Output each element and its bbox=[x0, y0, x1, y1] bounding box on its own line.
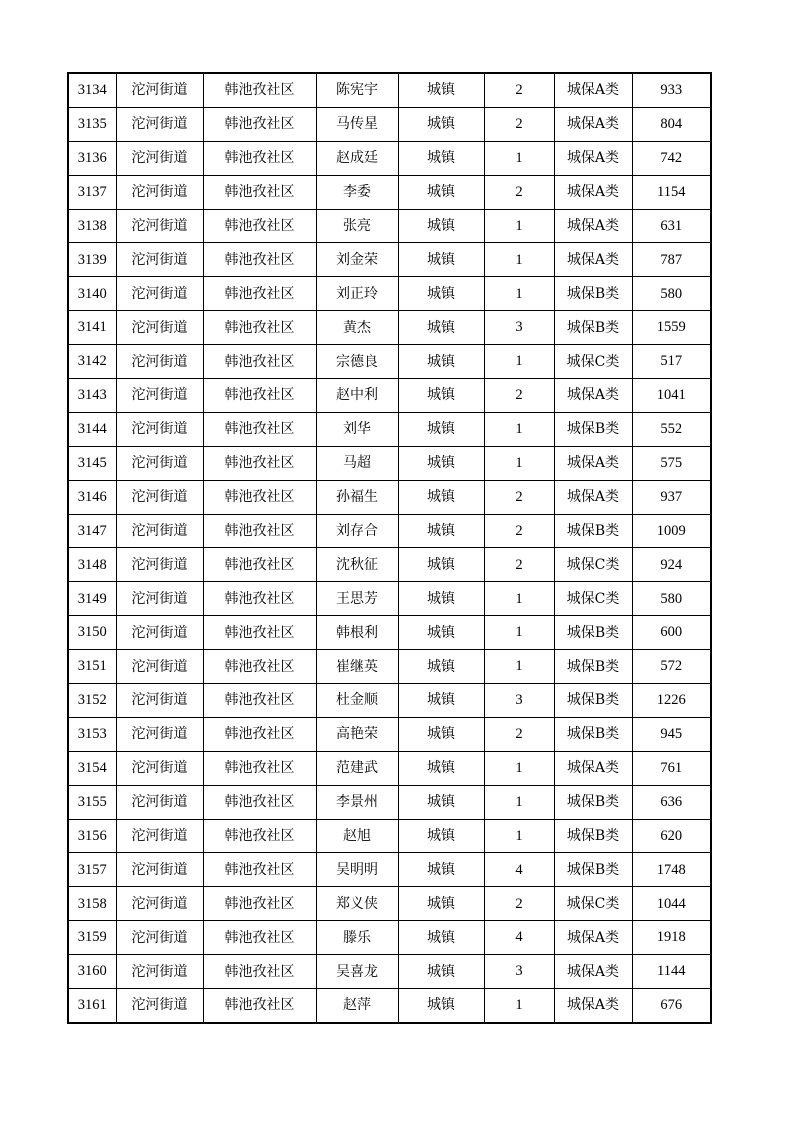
cell-area: 城镇 bbox=[398, 311, 484, 345]
cell-category: 城保A类 bbox=[554, 989, 632, 1023]
cell-name: 马传星 bbox=[316, 107, 398, 141]
cell-street: 沱河街道 bbox=[116, 650, 203, 684]
cell-name: 王思芳 bbox=[316, 582, 398, 616]
table-row bbox=[68, 311, 711, 345]
cell-amount: 580 bbox=[632, 582, 711, 616]
cell-community: 韩池孜社区 bbox=[203, 73, 316, 107]
cell-area: 城镇 bbox=[398, 514, 484, 548]
cell-id: 3146 bbox=[68, 480, 116, 514]
table-row bbox=[68, 446, 711, 480]
cell-amount: 1044 bbox=[632, 887, 711, 921]
cell-amount: 1748 bbox=[632, 853, 711, 887]
cell-name: 张亮 bbox=[316, 209, 398, 243]
cell-members: 4 bbox=[484, 921, 554, 955]
table-row bbox=[68, 989, 711, 1023]
cell-members: 2 bbox=[484, 548, 554, 582]
cell-amount: 572 bbox=[632, 650, 711, 684]
cell-name: 李景州 bbox=[316, 785, 398, 819]
cell-id: 3149 bbox=[68, 582, 116, 616]
cell-name: 马超 bbox=[316, 446, 398, 480]
cell-members: 1 bbox=[484, 650, 554, 684]
cell-name: 黄杰 bbox=[316, 311, 398, 345]
cell-community: 韩池孜社区 bbox=[203, 717, 316, 751]
cell-members: 3 bbox=[484, 955, 554, 989]
cell-id: 3139 bbox=[68, 243, 116, 277]
cell-id: 3141 bbox=[68, 311, 116, 345]
table-row bbox=[68, 548, 711, 582]
cell-name: 吴明明 bbox=[316, 853, 398, 887]
table-row bbox=[68, 141, 711, 175]
cell-category: 城保A类 bbox=[554, 480, 632, 514]
cell-area: 城镇 bbox=[398, 107, 484, 141]
cell-area: 城镇 bbox=[398, 243, 484, 277]
cell-area: 城镇 bbox=[398, 853, 484, 887]
cell-street: 沱河街道 bbox=[116, 785, 203, 819]
table-row bbox=[68, 853, 711, 887]
cell-name: 沈秋征 bbox=[316, 548, 398, 582]
cell-area: 城镇 bbox=[398, 717, 484, 751]
cell-members: 3 bbox=[484, 684, 554, 718]
cell-amount: 787 bbox=[632, 243, 711, 277]
cell-members: 2 bbox=[484, 107, 554, 141]
cell-members: 1 bbox=[484, 989, 554, 1023]
cell-name: 高艳荣 bbox=[316, 717, 398, 751]
cell-street: 沱河街道 bbox=[116, 277, 203, 311]
cell-street: 沱河街道 bbox=[116, 717, 203, 751]
cell-category: 城保B类 bbox=[554, 412, 632, 446]
cell-area: 城镇 bbox=[398, 921, 484, 955]
cell-id: 3148 bbox=[68, 548, 116, 582]
cell-members: 1 bbox=[484, 277, 554, 311]
cell-community: 韩池孜社区 bbox=[203, 141, 316, 175]
cell-amount: 924 bbox=[632, 548, 711, 582]
cell-area: 城镇 bbox=[398, 141, 484, 175]
cell-community: 韩池孜社区 bbox=[203, 887, 316, 921]
recipient-table bbox=[67, 72, 712, 1024]
cell-category: 城保A类 bbox=[554, 175, 632, 209]
cell-community: 韩池孜社区 bbox=[203, 345, 316, 379]
cell-id: 3151 bbox=[68, 650, 116, 684]
cell-category: 城保C类 bbox=[554, 345, 632, 379]
cell-amount: 1559 bbox=[632, 311, 711, 345]
cell-category: 城保B类 bbox=[554, 514, 632, 548]
cell-street: 沱河街道 bbox=[116, 243, 203, 277]
cell-community: 韩池孜社区 bbox=[203, 616, 316, 650]
cell-members: 1 bbox=[484, 345, 554, 379]
cell-community: 韩池孜社区 bbox=[203, 955, 316, 989]
cell-id: 3140 bbox=[68, 277, 116, 311]
table-row bbox=[68, 514, 711, 548]
cell-amount: 636 bbox=[632, 785, 711, 819]
cell-members: 1 bbox=[484, 819, 554, 853]
cell-category: 城保B类 bbox=[554, 717, 632, 751]
cell-category: 城保A类 bbox=[554, 209, 632, 243]
cell-amount: 620 bbox=[632, 819, 711, 853]
cell-community: 韩池孜社区 bbox=[203, 785, 316, 819]
cell-name: 吴喜龙 bbox=[316, 955, 398, 989]
cell-name: 赵成廷 bbox=[316, 141, 398, 175]
cell-street: 沱河街道 bbox=[116, 582, 203, 616]
cell-amount: 933 bbox=[632, 73, 711, 107]
cell-amount: 1226 bbox=[632, 684, 711, 718]
table-row bbox=[68, 277, 711, 311]
cell-area: 城镇 bbox=[398, 785, 484, 819]
cell-category: 城保B类 bbox=[554, 785, 632, 819]
cell-community: 韩池孜社区 bbox=[203, 514, 316, 548]
cell-street: 沱河街道 bbox=[116, 480, 203, 514]
cell-amount: 600 bbox=[632, 616, 711, 650]
cell-id: 3161 bbox=[68, 989, 116, 1023]
table-row bbox=[68, 480, 711, 514]
cell-category: 城保A类 bbox=[554, 955, 632, 989]
cell-area: 城镇 bbox=[398, 345, 484, 379]
cell-category: 城保A类 bbox=[554, 751, 632, 785]
cell-id: 3136 bbox=[68, 141, 116, 175]
cell-members: 2 bbox=[484, 379, 554, 413]
cell-community: 韩池孜社区 bbox=[203, 819, 316, 853]
cell-community: 韩池孜社区 bbox=[203, 650, 316, 684]
cell-members: 1 bbox=[484, 446, 554, 480]
cell-name: 刘存合 bbox=[316, 514, 398, 548]
cell-category: 城保B类 bbox=[554, 616, 632, 650]
cell-id: 3159 bbox=[68, 921, 116, 955]
cell-community: 韩池孜社区 bbox=[203, 412, 316, 446]
cell-street: 沱河街道 bbox=[116, 175, 203, 209]
cell-members: 4 bbox=[484, 853, 554, 887]
cell-community: 韩池孜社区 bbox=[203, 989, 316, 1023]
cell-members: 1 bbox=[484, 412, 554, 446]
cell-members: 1 bbox=[484, 785, 554, 819]
cell-street: 沱河街道 bbox=[116, 989, 203, 1023]
table-row bbox=[68, 243, 711, 277]
cell-category: 城保A类 bbox=[554, 73, 632, 107]
cell-street: 沱河街道 bbox=[116, 751, 203, 785]
cell-area: 城镇 bbox=[398, 277, 484, 311]
table-row bbox=[68, 412, 711, 446]
cell-community: 韩池孜社区 bbox=[203, 277, 316, 311]
cell-name: 滕乐 bbox=[316, 921, 398, 955]
cell-category: 城保A类 bbox=[554, 379, 632, 413]
cell-members: 1 bbox=[484, 141, 554, 175]
cell-id: 3134 bbox=[68, 73, 116, 107]
cell-id: 3147 bbox=[68, 514, 116, 548]
cell-community: 韩池孜社区 bbox=[203, 209, 316, 243]
cell-community: 韩池孜社区 bbox=[203, 548, 316, 582]
cell-id: 3135 bbox=[68, 107, 116, 141]
cell-id: 3145 bbox=[68, 446, 116, 480]
cell-community: 韩池孜社区 bbox=[203, 480, 316, 514]
cell-id: 3142 bbox=[68, 345, 116, 379]
cell-street: 沱河街道 bbox=[116, 107, 203, 141]
cell-id: 3152 bbox=[68, 684, 116, 718]
cell-members: 2 bbox=[484, 887, 554, 921]
cell-members: 1 bbox=[484, 582, 554, 616]
cell-amount: 945 bbox=[632, 717, 711, 751]
cell-members: 2 bbox=[484, 514, 554, 548]
cell-id: 3150 bbox=[68, 616, 116, 650]
cell-street: 沱河街道 bbox=[116, 819, 203, 853]
cell-category: 城保B类 bbox=[554, 650, 632, 684]
cell-members: 2 bbox=[484, 717, 554, 751]
table-row bbox=[68, 921, 711, 955]
cell-id: 3158 bbox=[68, 887, 116, 921]
cell-name: 孙福生 bbox=[316, 480, 398, 514]
cell-area: 城镇 bbox=[398, 819, 484, 853]
cell-members: 1 bbox=[484, 616, 554, 650]
table-row bbox=[68, 887, 711, 921]
cell-category: 城保B类 bbox=[554, 311, 632, 345]
cell-area: 城镇 bbox=[398, 446, 484, 480]
cell-street: 沱河街道 bbox=[116, 684, 203, 718]
cell-category: 城保C类 bbox=[554, 887, 632, 921]
cell-category: 城保A类 bbox=[554, 446, 632, 480]
cell-id: 3137 bbox=[68, 175, 116, 209]
table-row bbox=[68, 819, 711, 853]
table-row bbox=[68, 175, 711, 209]
cell-amount: 631 bbox=[632, 209, 711, 243]
cell-name: 陈宪宇 bbox=[316, 73, 398, 107]
cell-area: 城镇 bbox=[398, 751, 484, 785]
cell-id: 3144 bbox=[68, 412, 116, 446]
cell-area: 城镇 bbox=[398, 582, 484, 616]
cell-category: 城保B类 bbox=[554, 684, 632, 718]
table-row bbox=[68, 345, 711, 379]
cell-amount: 676 bbox=[632, 989, 711, 1023]
cell-community: 韩池孜社区 bbox=[203, 684, 316, 718]
cell-amount: 1041 bbox=[632, 379, 711, 413]
cell-id: 3160 bbox=[68, 955, 116, 989]
cell-name: 郑义侠 bbox=[316, 887, 398, 921]
table-row bbox=[68, 684, 711, 718]
cell-community: 韩池孜社区 bbox=[203, 446, 316, 480]
table-row bbox=[68, 717, 711, 751]
cell-name: 赵旭 bbox=[316, 819, 398, 853]
table-row bbox=[68, 955, 711, 989]
cell-area: 城镇 bbox=[398, 175, 484, 209]
cell-area: 城镇 bbox=[398, 955, 484, 989]
cell-community: 韩池孜社区 bbox=[203, 379, 316, 413]
table-row bbox=[68, 379, 711, 413]
cell-area: 城镇 bbox=[398, 73, 484, 107]
cell-street: 沱河街道 bbox=[116, 379, 203, 413]
cell-id: 3153 bbox=[68, 717, 116, 751]
cell-community: 韩池孜社区 bbox=[203, 921, 316, 955]
cell-category: 城保A类 bbox=[554, 243, 632, 277]
cell-area: 城镇 bbox=[398, 480, 484, 514]
cell-name: 刘金荣 bbox=[316, 243, 398, 277]
table-row bbox=[68, 209, 711, 243]
cell-street: 沱河街道 bbox=[116, 412, 203, 446]
cell-street: 沱河街道 bbox=[116, 921, 203, 955]
cell-members: 3 bbox=[484, 311, 554, 345]
cell-street: 沱河街道 bbox=[116, 141, 203, 175]
cell-amount: 1144 bbox=[632, 955, 711, 989]
table-row bbox=[68, 650, 711, 684]
table-row bbox=[68, 785, 711, 819]
cell-area: 城镇 bbox=[398, 379, 484, 413]
cell-community: 韩池孜社区 bbox=[203, 751, 316, 785]
cell-street: 沱河街道 bbox=[116, 345, 203, 379]
cell-community: 韩池孜社区 bbox=[203, 311, 316, 345]
cell-area: 城镇 bbox=[398, 650, 484, 684]
cell-street: 沱河街道 bbox=[116, 73, 203, 107]
cell-area: 城镇 bbox=[398, 684, 484, 718]
table-row bbox=[68, 616, 711, 650]
cell-name: 刘华 bbox=[316, 412, 398, 446]
cell-members: 2 bbox=[484, 175, 554, 209]
cell-community: 韩池孜社区 bbox=[203, 107, 316, 141]
cell-id: 3156 bbox=[68, 819, 116, 853]
cell-street: 沱河街道 bbox=[116, 446, 203, 480]
cell-id: 3143 bbox=[68, 379, 116, 413]
cell-name: 杜金顺 bbox=[316, 684, 398, 718]
cell-category: 城保B类 bbox=[554, 819, 632, 853]
cell-name: 韩根利 bbox=[316, 616, 398, 650]
cell-amount: 804 bbox=[632, 107, 711, 141]
cell-street: 沱河街道 bbox=[116, 311, 203, 345]
cell-area: 城镇 bbox=[398, 887, 484, 921]
cell-members: 1 bbox=[484, 243, 554, 277]
cell-street: 沱河街道 bbox=[116, 548, 203, 582]
cell-amount: 580 bbox=[632, 277, 711, 311]
cell-members: 2 bbox=[484, 480, 554, 514]
cell-amount: 517 bbox=[632, 345, 711, 379]
cell-category: 城保C类 bbox=[554, 548, 632, 582]
cell-street: 沱河街道 bbox=[116, 514, 203, 548]
cell-category: 城保A类 bbox=[554, 921, 632, 955]
cell-amount: 1009 bbox=[632, 514, 711, 548]
cell-street: 沱河街道 bbox=[116, 955, 203, 989]
cell-community: 韩池孜社区 bbox=[203, 853, 316, 887]
cell-area: 城镇 bbox=[398, 548, 484, 582]
cell-id: 3157 bbox=[68, 853, 116, 887]
cell-category: 城保B类 bbox=[554, 853, 632, 887]
cell-name: 崔继英 bbox=[316, 650, 398, 684]
cell-name: 范建武 bbox=[316, 751, 398, 785]
cell-area: 城镇 bbox=[398, 616, 484, 650]
cell-street: 沱河街道 bbox=[116, 616, 203, 650]
cell-community: 韩池孜社区 bbox=[203, 582, 316, 616]
cell-amount: 1154 bbox=[632, 175, 711, 209]
cell-members: 2 bbox=[484, 73, 554, 107]
cell-area: 城镇 bbox=[398, 412, 484, 446]
cell-category: 城保B类 bbox=[554, 277, 632, 311]
table-row bbox=[68, 751, 711, 785]
cell-street: 沱河街道 bbox=[116, 853, 203, 887]
cell-id: 3138 bbox=[68, 209, 116, 243]
cell-area: 城镇 bbox=[398, 209, 484, 243]
cell-amount: 575 bbox=[632, 446, 711, 480]
cell-name: 赵萍 bbox=[316, 989, 398, 1023]
table-row bbox=[68, 73, 711, 107]
cell-amount: 1918 bbox=[632, 921, 711, 955]
cell-amount: 761 bbox=[632, 751, 711, 785]
cell-category: 城保A类 bbox=[554, 107, 632, 141]
cell-area: 城镇 bbox=[398, 989, 484, 1023]
cell-category: 城保C类 bbox=[554, 582, 632, 616]
cell-members: 1 bbox=[484, 751, 554, 785]
cell-community: 韩池孜社区 bbox=[203, 175, 316, 209]
cell-members: 1 bbox=[484, 209, 554, 243]
table-row bbox=[68, 582, 711, 616]
cell-street: 沱河街道 bbox=[116, 887, 203, 921]
cell-street: 沱河街道 bbox=[116, 209, 203, 243]
cell-name: 赵中利 bbox=[316, 379, 398, 413]
cell-name: 李委 bbox=[316, 175, 398, 209]
cell-community: 韩池孜社区 bbox=[203, 243, 316, 277]
cell-category: 城保A类 bbox=[554, 141, 632, 175]
cell-amount: 937 bbox=[632, 480, 711, 514]
cell-amount: 552 bbox=[632, 412, 711, 446]
cell-id: 3155 bbox=[68, 785, 116, 819]
cell-name: 宗德良 bbox=[316, 345, 398, 379]
cell-id: 3154 bbox=[68, 751, 116, 785]
table-row bbox=[68, 107, 711, 141]
cell-name: 刘正玲 bbox=[316, 277, 398, 311]
cell-amount: 742 bbox=[632, 141, 711, 175]
